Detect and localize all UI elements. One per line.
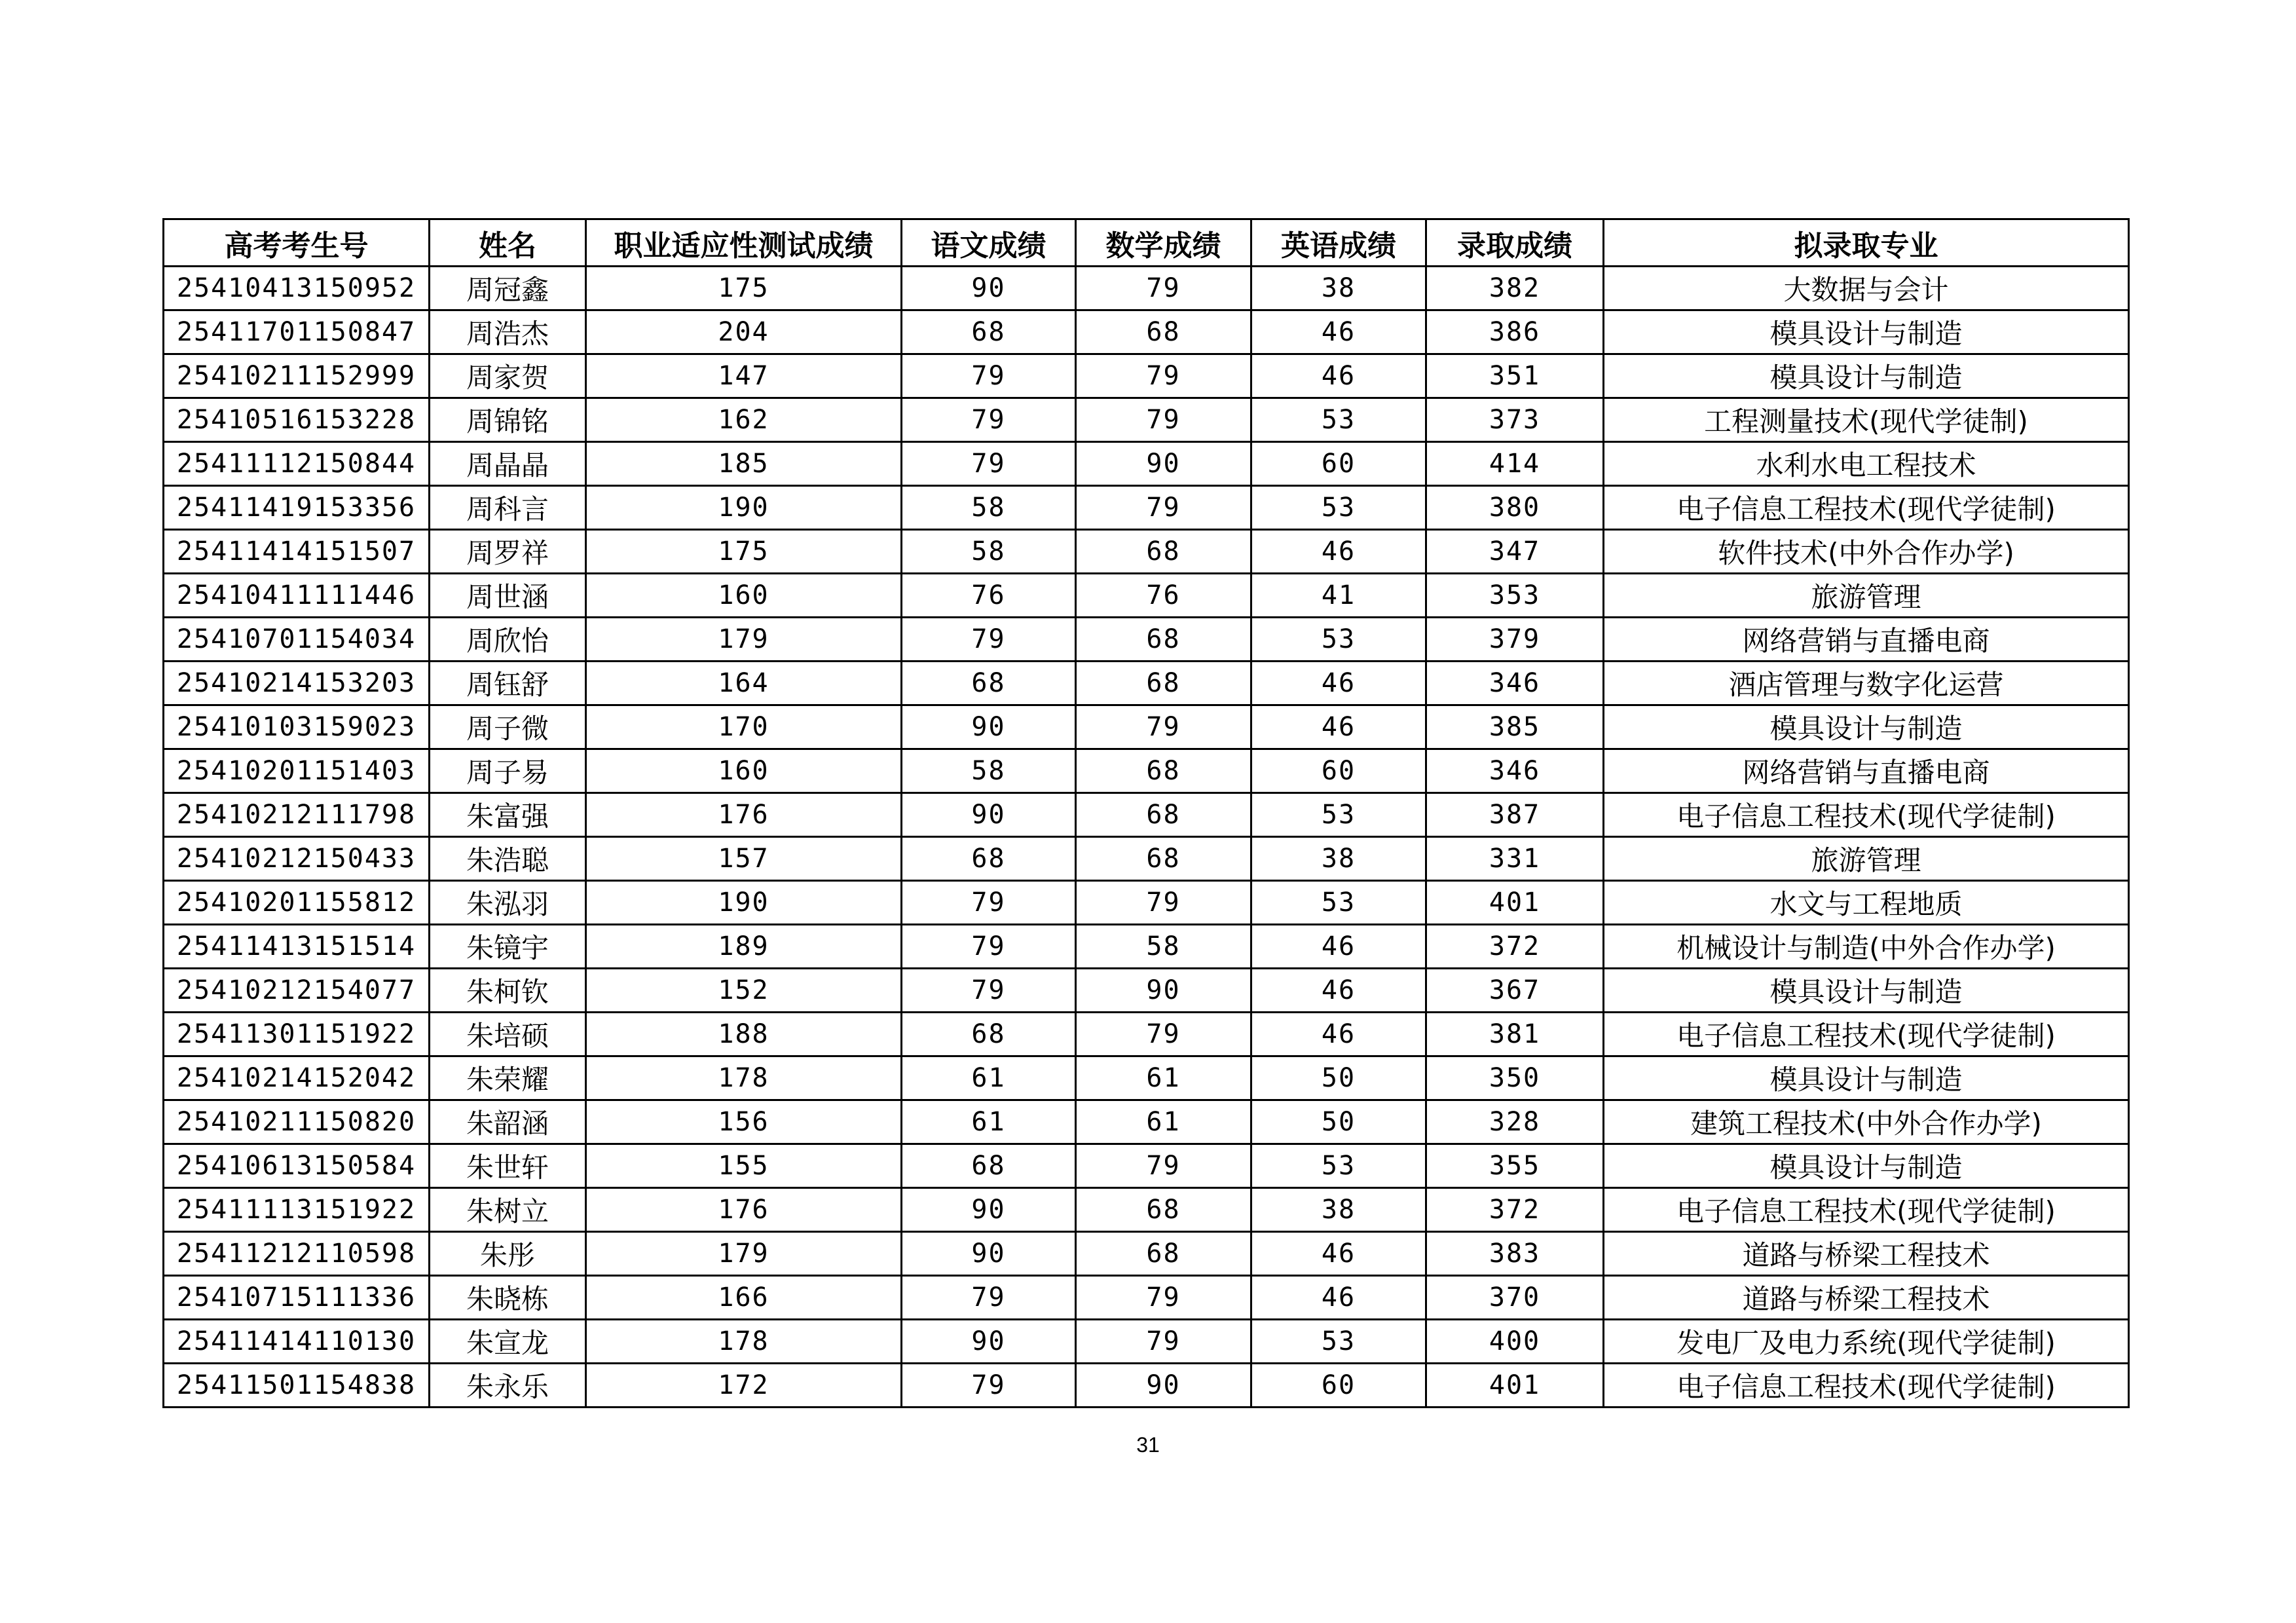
admission-score-cell: 381 xyxy=(1426,1013,1604,1056)
chinese-score-cell: 79 xyxy=(902,398,1076,442)
chinese-score-cell: 76 xyxy=(902,574,1076,618)
english-score-cell: 46 xyxy=(1251,354,1426,398)
admission-score-cell: 380 xyxy=(1426,486,1604,530)
chinese-score-cell: 68 xyxy=(902,1144,1076,1188)
chinese-score-cell: 68 xyxy=(902,662,1076,705)
admission-score-cell: 372 xyxy=(1426,925,1604,969)
admission-score-cell: 350 xyxy=(1426,1056,1604,1100)
name-cell: 周浩杰 xyxy=(430,310,586,354)
table-row xyxy=(164,267,2129,310)
major-cell: 网络营销与直播电商 xyxy=(1604,749,2129,793)
major-cell: 电子信息工程技术(现代学徒制) xyxy=(1604,1013,2129,1056)
aptitude-score-cell: 152 xyxy=(586,969,902,1013)
name-cell: 周罗祥 xyxy=(430,530,586,574)
name-cell: 周钰舒 xyxy=(430,662,586,705)
name-cell: 朱树立 xyxy=(430,1188,586,1232)
header-name: 姓名 xyxy=(430,219,586,267)
major-cell: 模具设计与制造 xyxy=(1604,705,2129,749)
table-row xyxy=(164,705,2129,749)
exam-number-cell: 25411301151922 xyxy=(164,1013,430,1056)
chinese-score-cell: 68 xyxy=(902,310,1076,354)
admission-score-cell: 351 xyxy=(1426,354,1604,398)
major-cell: 模具设计与制造 xyxy=(1604,1144,2129,1188)
exam-number-cell: 25410214152042 xyxy=(164,1056,430,1100)
major-cell: 模具设计与制造 xyxy=(1604,354,2129,398)
exam-number-cell: 25410613150584 xyxy=(164,1144,430,1188)
header-aptitude-score: 职业适应性测试成绩 xyxy=(586,219,902,267)
aptitude-score-cell: 178 xyxy=(586,1320,902,1364)
name-cell: 朱韶涵 xyxy=(430,1100,586,1144)
major-cell: 大数据与会计 xyxy=(1604,267,2129,310)
name-cell: 朱柯钦 xyxy=(430,969,586,1013)
math-score-cell: 68 xyxy=(1076,310,1251,354)
english-score-cell: 46 xyxy=(1251,1013,1426,1056)
math-score-cell: 79 xyxy=(1076,486,1251,530)
chinese-score-cell: 58 xyxy=(902,749,1076,793)
table-row xyxy=(164,1056,2129,1100)
english-score-cell: 60 xyxy=(1251,1364,1426,1408)
table-row xyxy=(164,354,2129,398)
english-score-cell: 46 xyxy=(1251,530,1426,574)
major-cell: 道路与桥梁工程技术 xyxy=(1604,1232,2129,1276)
aptitude-score-cell: 179 xyxy=(586,1232,902,1276)
math-score-cell: 79 xyxy=(1076,881,1251,925)
aptitude-score-cell: 162 xyxy=(586,398,902,442)
exam-number-cell: 25410212154077 xyxy=(164,969,430,1013)
table-row xyxy=(164,1100,2129,1144)
exam-number-cell: 25410214153203 xyxy=(164,662,430,705)
name-cell: 朱泓羽 xyxy=(430,881,586,925)
exam-number-cell: 25411414151507 xyxy=(164,530,430,574)
table-row xyxy=(164,442,2129,486)
major-cell: 旅游管理 xyxy=(1604,837,2129,881)
aptitude-score-cell: 170 xyxy=(586,705,902,749)
exam-number-cell: 25411113151922 xyxy=(164,1188,430,1232)
math-score-cell: 68 xyxy=(1076,1188,1251,1232)
english-score-cell: 38 xyxy=(1251,267,1426,310)
admission-score-cell: 353 xyxy=(1426,574,1604,618)
table-row xyxy=(164,1232,2129,1276)
aptitude-score-cell: 189 xyxy=(586,925,902,969)
english-score-cell: 41 xyxy=(1251,574,1426,618)
aptitude-score-cell: 160 xyxy=(586,749,902,793)
table-row xyxy=(164,837,2129,881)
table-row xyxy=(164,793,2129,837)
exam-number-cell: 25411112150844 xyxy=(164,442,430,486)
major-cell: 模具设计与制造 xyxy=(1604,310,2129,354)
admission-score-cell: 347 xyxy=(1426,530,1604,574)
chinese-score-cell: 79 xyxy=(902,442,1076,486)
aptitude-score-cell: 176 xyxy=(586,1188,902,1232)
admission-score-cell: 385 xyxy=(1426,705,1604,749)
aptitude-score-cell: 160 xyxy=(586,574,902,618)
admission-table xyxy=(162,218,2130,1408)
table-row xyxy=(164,618,2129,662)
math-score-cell: 79 xyxy=(1076,1276,1251,1320)
name-cell: 周欣怡 xyxy=(430,618,586,662)
admission-score-cell: 414 xyxy=(1426,442,1604,486)
english-score-cell: 38 xyxy=(1251,837,1426,881)
english-score-cell: 53 xyxy=(1251,881,1426,925)
name-cell: 朱富强 xyxy=(430,793,586,837)
exam-number-cell: 25410516153228 xyxy=(164,398,430,442)
aptitude-score-cell: 204 xyxy=(586,310,902,354)
major-cell: 电子信息工程技术(现代学徒制) xyxy=(1604,1364,2129,1408)
name-cell: 朱镜宇 xyxy=(430,925,586,969)
exam-number-cell: 25411701150847 xyxy=(164,310,430,354)
exam-number-cell: 25410701154034 xyxy=(164,618,430,662)
aptitude-score-cell: 176 xyxy=(586,793,902,837)
exam-number-cell: 25410201151403 xyxy=(164,749,430,793)
math-score-cell: 68 xyxy=(1076,837,1251,881)
chinese-score-cell: 90 xyxy=(902,793,1076,837)
math-score-cell: 68 xyxy=(1076,749,1251,793)
aptitude-score-cell: 155 xyxy=(586,1144,902,1188)
chinese-score-cell: 79 xyxy=(902,354,1076,398)
math-score-cell: 79 xyxy=(1076,1320,1251,1364)
exam-number-cell: 25410413150952 xyxy=(164,267,430,310)
table-row xyxy=(164,574,2129,618)
english-score-cell: 50 xyxy=(1251,1100,1426,1144)
page-number: 31 xyxy=(1136,1433,1160,1457)
table-row xyxy=(164,969,2129,1013)
header-english-score: 英语成绩 xyxy=(1251,219,1426,267)
header-exam-number: 高考考生号 xyxy=(164,219,430,267)
major-cell: 水利水电工程技术 xyxy=(1604,442,2129,486)
chinese-score-cell: 90 xyxy=(902,1320,1076,1364)
major-cell: 工程测量技术(现代学徒制) xyxy=(1604,398,2129,442)
aptitude-score-cell: 166 xyxy=(586,1276,902,1320)
admission-score-cell: 355 xyxy=(1426,1144,1604,1188)
admission-score-cell: 346 xyxy=(1426,662,1604,705)
table-row xyxy=(164,881,2129,925)
math-score-cell: 68 xyxy=(1076,618,1251,662)
table-body xyxy=(164,267,2129,1408)
math-score-cell: 68 xyxy=(1076,793,1251,837)
exam-number-cell: 25411413151514 xyxy=(164,925,430,969)
english-score-cell: 46 xyxy=(1251,310,1426,354)
exam-number-cell: 25411414110130 xyxy=(164,1320,430,1364)
table-row xyxy=(164,310,2129,354)
admission-score-cell: 383 xyxy=(1426,1232,1604,1276)
english-score-cell: 53 xyxy=(1251,618,1426,662)
english-score-cell: 53 xyxy=(1251,793,1426,837)
math-score-cell: 90 xyxy=(1076,442,1251,486)
table-row xyxy=(164,1320,2129,1364)
table-row xyxy=(164,1188,2129,1232)
major-cell: 模具设计与制造 xyxy=(1604,1056,2129,1100)
chinese-score-cell: 68 xyxy=(902,1013,1076,1056)
table-row xyxy=(164,1276,2129,1320)
exam-number-cell: 25410212150433 xyxy=(164,837,430,881)
exam-number-cell: 25410211152999 xyxy=(164,354,430,398)
name-cell: 朱浩聪 xyxy=(430,837,586,881)
chinese-score-cell: 58 xyxy=(902,530,1076,574)
name-cell: 周世涵 xyxy=(430,574,586,618)
major-cell: 网络营销与直播电商 xyxy=(1604,618,2129,662)
table-row xyxy=(164,1013,2129,1056)
table-row xyxy=(164,486,2129,530)
exam-number-cell: 25410211150820 xyxy=(164,1100,430,1144)
chinese-score-cell: 79 xyxy=(902,1364,1076,1408)
name-cell: 朱永乐 xyxy=(430,1364,586,1408)
name-cell: 周晶晶 xyxy=(430,442,586,486)
aptitude-score-cell: 185 xyxy=(586,442,902,486)
chinese-score-cell: 79 xyxy=(902,1276,1076,1320)
english-score-cell: 46 xyxy=(1251,925,1426,969)
aptitude-score-cell: 179 xyxy=(586,618,902,662)
chinese-score-cell: 90 xyxy=(902,1232,1076,1276)
name-cell: 周科言 xyxy=(430,486,586,530)
english-score-cell: 46 xyxy=(1251,969,1426,1013)
chinese-score-cell: 61 xyxy=(902,1100,1076,1144)
chinese-score-cell: 90 xyxy=(902,267,1076,310)
exam-number-cell: 25410103159023 xyxy=(164,705,430,749)
name-cell: 朱培硕 xyxy=(430,1013,586,1056)
admission-score-cell: 370 xyxy=(1426,1276,1604,1320)
chinese-score-cell: 79 xyxy=(902,881,1076,925)
table-row xyxy=(164,1364,2129,1408)
major-cell: 酒店管理与数字化运营 xyxy=(1604,662,2129,705)
math-score-cell: 90 xyxy=(1076,969,1251,1013)
table-row xyxy=(164,1144,2129,1188)
admission-score-cell: 372 xyxy=(1426,1188,1604,1232)
admission-score-cell: 401 xyxy=(1426,881,1604,925)
math-score-cell: 68 xyxy=(1076,530,1251,574)
exam-number-cell: 25411501154838 xyxy=(164,1364,430,1408)
name-cell: 朱世轩 xyxy=(430,1144,586,1188)
aptitude-score-cell: 178 xyxy=(586,1056,902,1100)
admission-score-cell: 346 xyxy=(1426,749,1604,793)
header-chinese-score: 语文成绩 xyxy=(902,219,1076,267)
english-score-cell: 53 xyxy=(1251,398,1426,442)
exam-number-cell: 25410201155812 xyxy=(164,881,430,925)
name-cell: 朱晓栋 xyxy=(430,1276,586,1320)
admission-score-cell: 367 xyxy=(1426,969,1604,1013)
name-cell: 周家贺 xyxy=(430,354,586,398)
admission-score-cell: 400 xyxy=(1426,1320,1604,1364)
admission-score-cell: 387 xyxy=(1426,793,1604,837)
aptitude-score-cell: 175 xyxy=(586,530,902,574)
aptitude-score-cell: 190 xyxy=(586,881,902,925)
admission-score-cell: 328 xyxy=(1426,1100,1604,1144)
header-admission-score: 录取成绩 xyxy=(1426,219,1604,267)
exam-number-cell: 25410212111798 xyxy=(164,793,430,837)
math-score-cell: 76 xyxy=(1076,574,1251,618)
english-score-cell: 46 xyxy=(1251,1232,1426,1276)
aptitude-score-cell: 157 xyxy=(586,837,902,881)
major-cell: 道路与桥梁工程技术 xyxy=(1604,1276,2129,1320)
admission-score-cell: 373 xyxy=(1426,398,1604,442)
chinese-score-cell: 79 xyxy=(902,618,1076,662)
english-score-cell: 38 xyxy=(1251,1188,1426,1232)
table-row xyxy=(164,925,2129,969)
major-cell: 软件技术(中外合作办学) xyxy=(1604,530,2129,574)
major-cell: 发电厂及电力系统(现代学徒制) xyxy=(1604,1320,2129,1364)
english-score-cell: 46 xyxy=(1251,662,1426,705)
major-cell: 机械设计与制造(中外合作办学) xyxy=(1604,925,2129,969)
math-score-cell: 68 xyxy=(1076,1232,1251,1276)
chinese-score-cell: 90 xyxy=(902,1188,1076,1232)
english-score-cell: 53 xyxy=(1251,486,1426,530)
math-score-cell: 79 xyxy=(1076,1013,1251,1056)
math-score-cell: 58 xyxy=(1076,925,1251,969)
name-cell: 周子易 xyxy=(430,749,586,793)
math-score-cell: 68 xyxy=(1076,662,1251,705)
math-score-cell: 61 xyxy=(1076,1056,1251,1100)
major-cell: 电子信息工程技术(现代学徒制) xyxy=(1604,486,2129,530)
admission-score-cell: 379 xyxy=(1426,618,1604,662)
math-score-cell: 79 xyxy=(1076,398,1251,442)
chinese-score-cell: 79 xyxy=(902,969,1076,1013)
admission-score-cell: 386 xyxy=(1426,310,1604,354)
chinese-score-cell: 79 xyxy=(902,925,1076,969)
english-score-cell: 60 xyxy=(1251,749,1426,793)
aptitude-score-cell: 164 xyxy=(586,662,902,705)
english-score-cell: 46 xyxy=(1251,1276,1426,1320)
table-row xyxy=(164,530,2129,574)
exam-number-cell: 25411212110598 xyxy=(164,1232,430,1276)
admission-table-container xyxy=(162,218,2128,1408)
chinese-score-cell: 90 xyxy=(902,705,1076,749)
name-cell: 周锦铭 xyxy=(430,398,586,442)
english-score-cell: 53 xyxy=(1251,1320,1426,1364)
aptitude-score-cell: 147 xyxy=(586,354,902,398)
name-cell: 朱荣耀 xyxy=(430,1056,586,1100)
admission-score-cell: 331 xyxy=(1426,837,1604,881)
major-cell: 水文与工程地质 xyxy=(1604,881,2129,925)
math-score-cell: 61 xyxy=(1076,1100,1251,1144)
math-score-cell: 79 xyxy=(1076,354,1251,398)
name-cell: 周子微 xyxy=(430,705,586,749)
exam-number-cell: 25410411111446 xyxy=(164,574,430,618)
table-header-row xyxy=(164,219,2129,267)
math-score-cell: 90 xyxy=(1076,1364,1251,1408)
header-major: 拟录取专业 xyxy=(1604,219,2129,267)
admission-score-cell: 382 xyxy=(1426,267,1604,310)
english-score-cell: 60 xyxy=(1251,442,1426,486)
header-math-score: 数学成绩 xyxy=(1076,219,1251,267)
aptitude-score-cell: 172 xyxy=(586,1364,902,1408)
name-cell: 朱彤 xyxy=(430,1232,586,1276)
name-cell: 朱宣龙 xyxy=(430,1320,586,1364)
math-score-cell: 79 xyxy=(1076,705,1251,749)
aptitude-score-cell: 190 xyxy=(586,486,902,530)
table-row xyxy=(164,749,2129,793)
major-cell: 建筑工程技术(中外合作办学) xyxy=(1604,1100,2129,1144)
chinese-score-cell: 61 xyxy=(902,1056,1076,1100)
table-row xyxy=(164,662,2129,705)
aptitude-score-cell: 188 xyxy=(586,1013,902,1056)
admission-score-cell: 401 xyxy=(1426,1364,1604,1408)
english-score-cell: 46 xyxy=(1251,705,1426,749)
major-cell: 电子信息工程技术(现代学徒制) xyxy=(1604,1188,2129,1232)
math-score-cell: 79 xyxy=(1076,1144,1251,1188)
english-score-cell: 53 xyxy=(1251,1144,1426,1188)
exam-number-cell: 25410715111336 xyxy=(164,1276,430,1320)
exam-number-cell: 25411419153356 xyxy=(164,486,430,530)
english-score-cell: 50 xyxy=(1251,1056,1426,1100)
math-score-cell: 79 xyxy=(1076,267,1251,310)
major-cell: 电子信息工程技术(现代学徒制) xyxy=(1604,793,2129,837)
chinese-score-cell: 68 xyxy=(902,837,1076,881)
aptitude-score-cell: 156 xyxy=(586,1100,902,1144)
major-cell: 模具设计与制造 xyxy=(1604,969,2129,1013)
major-cell: 旅游管理 xyxy=(1604,574,2129,618)
chinese-score-cell: 58 xyxy=(902,486,1076,530)
table-row xyxy=(164,398,2129,442)
aptitude-score-cell: 175 xyxy=(586,267,902,310)
name-cell: 周冠鑫 xyxy=(430,267,586,310)
